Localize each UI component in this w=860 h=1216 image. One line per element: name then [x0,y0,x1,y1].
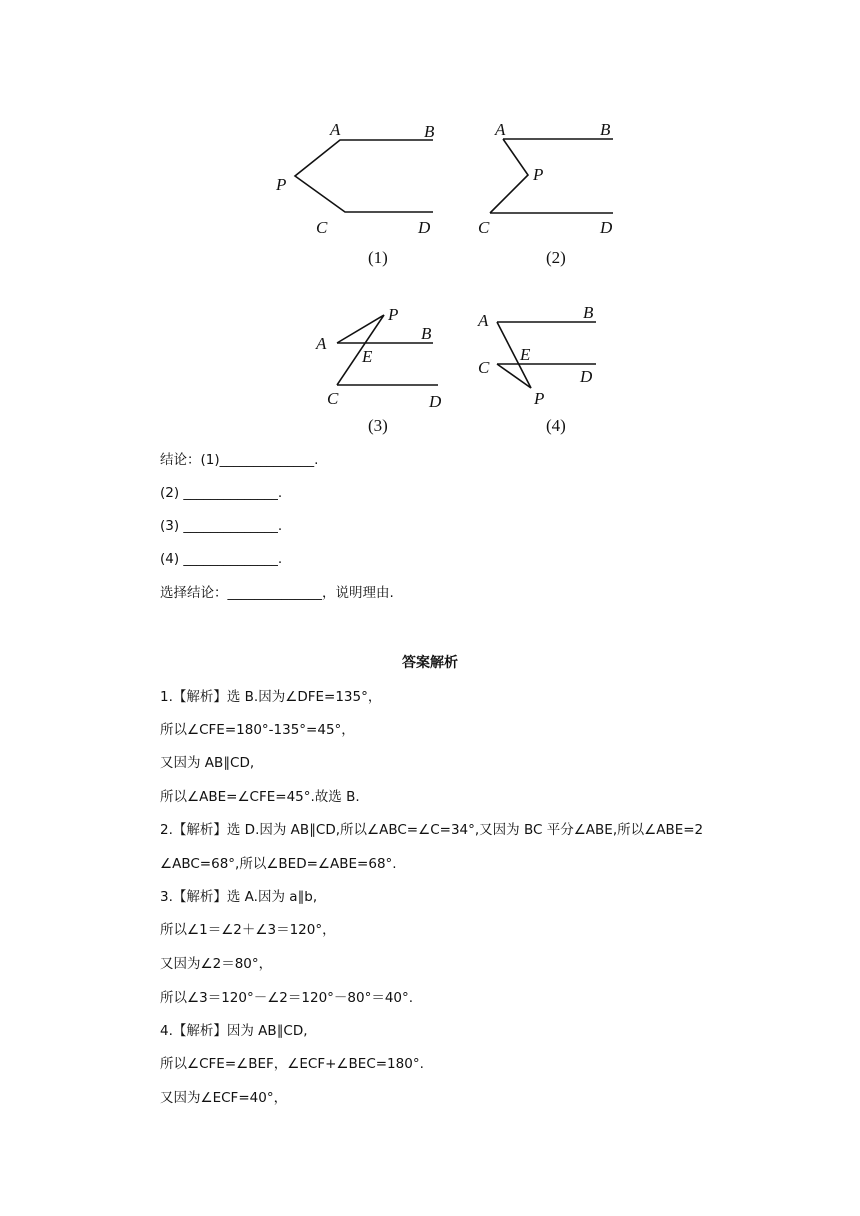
figure-4-caption: (4) [546,416,566,435]
figure-4-label-D: D [580,367,593,386]
answer-line: 所以∠ABE=∠CFE=45°.故选 B. [160,789,360,805]
answer-line: 1.【解析】选 B.因为∠DFE=135°， [160,689,382,705]
figure-2-label-D: D [600,218,613,237]
answer-line: 又因为∠2＝80°， [160,956,273,972]
figure-1-label-B: B [424,122,435,141]
figure-2-caption: (2) [546,248,566,267]
answer-line: 所以∠CFE=∠BEF，∠ECF+∠BEC=180°. [160,1056,424,1072]
figure-1-label-C: C [316,218,328,237]
conclusion-1: 结论：(1)______________. [160,452,319,468]
figure-2-label-A: A [495,120,506,139]
figure-1 [275,120,435,267]
choose-conclusion: 选择结论：______________，说明理由. [160,585,394,601]
figure-4-label-E: E [520,345,531,364]
figure-2-label-C: C [478,218,490,237]
answer-line: 所以∠CFE=180°-135°=45°， [160,722,355,738]
figure-3 [315,305,442,435]
answer-line: 又因为∠ECF=40°， [160,1090,288,1106]
conclusion-3: (3) ______________. [160,518,283,534]
figure-4-label-A: A [478,311,489,330]
answer-heading: 答案解析 [402,655,458,671]
figure-2 [478,120,613,267]
figure-3-label-A: A [316,334,327,353]
figure-4-label-B: B [583,303,594,322]
figure-2-label-B: B [600,120,611,139]
conclusion-4: (4) ______________. [160,551,283,567]
figure-3-caption: (3) [368,416,388,435]
figure-1-caption: (1) [368,248,388,267]
conclusion-2: (2) ______________. [160,485,283,501]
figure-2-line-APC [490,139,528,213]
figure-4 [477,303,596,435]
figure-3-label-B: B [421,324,432,343]
answer-line: 所以∠3＝120°－∠2＝120°－80°＝40°. [160,990,414,1006]
figure-3-line-APC [337,315,384,385]
figure-3-label-E: E [362,347,373,366]
figure-4-label-C: C [478,358,490,377]
answer-line: 所以∠1＝∠2＋∠3＝120°， [160,922,336,938]
figure-3-label-C: C [327,389,339,408]
answer-line: 3.【解析】选 A.因为 a∥b, [160,889,318,905]
answer-line: 2.【解析】选 D.因为 AB∥CD,所以∠ABC=∠C=34°,又因为 BC 平分∠ABE,所以∠ABE=2 [160,822,704,838]
figure-1-label-A: A [330,120,341,139]
figure-3-label-D: D [429,392,442,411]
answer-line: 又因为 AB∥CD, [160,755,255,771]
figure-4-label-P: P [534,389,545,408]
figure-1-label-P: P [276,175,287,194]
answer-line: ∠ABC=68°,所以∠BED=∠ABE=68°. [160,856,397,872]
answer-line: 4.【解析】因为 AB∥CD, [160,1023,308,1039]
figure-1-lines [295,140,433,212]
figure-1-label-D: D [418,218,431,237]
figure-2-label-P: P [533,165,544,184]
figure-3-label-P: P [388,305,399,324]
geometry-figures [0,0,860,450]
